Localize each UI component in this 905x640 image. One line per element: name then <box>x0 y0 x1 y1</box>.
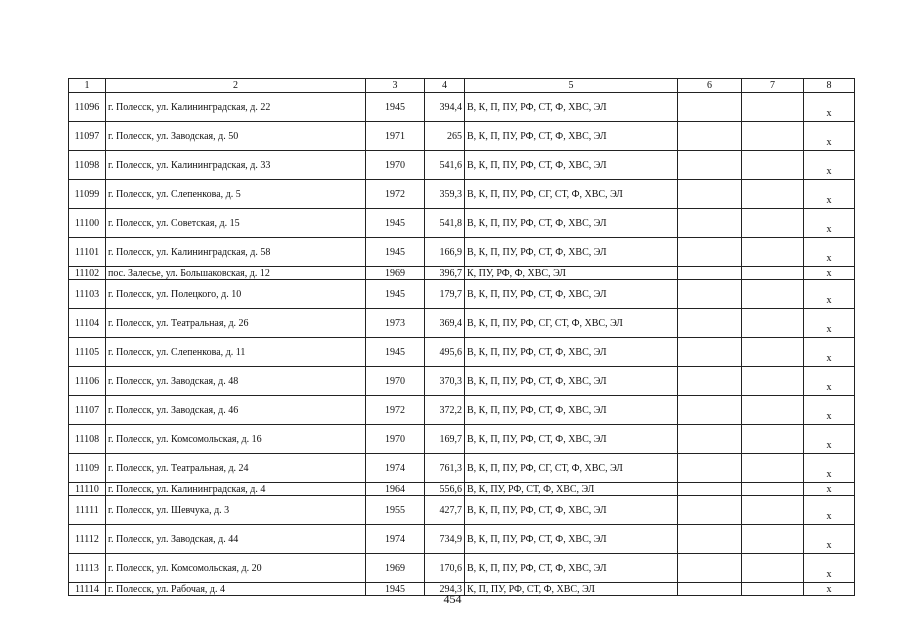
year-cell: 1972 <box>366 180 425 209</box>
address-cell: г. Полесск, ул. Заводская, д. 50 <box>106 122 366 151</box>
table-row <box>69 280 855 309</box>
utilities-cell: В, К, П, ПУ, РФ, СТ, Ф, ХВС, ЭЛ <box>465 367 678 396</box>
utilities-cell: В, К, П, ПУ, РФ, СТ, Ф, ХВС, ЭЛ <box>465 151 678 180</box>
mark-cell: х <box>804 309 855 338</box>
mark-cell: х <box>804 525 855 554</box>
col6-cell <box>678 454 742 483</box>
area-cell: 166,9 <box>425 238 465 267</box>
mark-cell: х <box>804 238 855 267</box>
address-cell: г. Полесск, ул. Рабочая, д. 4 <box>106 583 366 596</box>
col6-cell <box>678 554 742 583</box>
mark-cell: х <box>804 554 855 583</box>
mark-cell: х <box>804 583 855 596</box>
table-row <box>69 525 855 554</box>
table-row <box>69 151 855 180</box>
mark-cell: х <box>804 483 855 496</box>
table-row <box>69 367 855 396</box>
mark-cell: х <box>804 267 855 280</box>
housing-registry-table <box>68 78 855 596</box>
header-col-2: 2 <box>106 79 366 93</box>
area-cell: 294,3 <box>425 583 465 596</box>
year-cell: 1945 <box>366 338 425 367</box>
year-cell: 1955 <box>366 496 425 525</box>
col6-cell <box>678 93 742 122</box>
col6-cell <box>678 425 742 454</box>
area-cell: 265 <box>425 122 465 151</box>
utilities-cell: В, К, П, ПУ, РФ, СТ, Ф, ХВС, ЭЛ <box>465 280 678 309</box>
table-row <box>69 338 855 367</box>
col7-cell <box>742 454 804 483</box>
header-col-7: 7 <box>742 79 804 93</box>
year-cell: 1945 <box>366 583 425 596</box>
utilities-cell: В, К, П, ПУ, РФ, СТ, Ф, ХВС, ЭЛ <box>465 396 678 425</box>
col6-cell <box>678 309 742 338</box>
area-cell: 495,6 <box>425 338 465 367</box>
col6-cell <box>678 267 742 280</box>
col6-cell <box>678 483 742 496</box>
col6-cell <box>678 367 742 396</box>
year-cell: 1945 <box>366 209 425 238</box>
mark-cell: х <box>804 280 855 309</box>
row-number: 11099 <box>69 180 106 209</box>
area-cell: 372,2 <box>425 396 465 425</box>
row-number: 11112 <box>69 525 106 554</box>
utilities-cell: В, К, П, ПУ, РФ, СТ, Ф, ХВС, ЭЛ <box>465 496 678 525</box>
area-cell: 541,8 <box>425 209 465 238</box>
col7-cell <box>742 122 804 151</box>
table-row <box>69 309 855 338</box>
area-cell: 179,7 <box>425 280 465 309</box>
table-row <box>69 122 855 151</box>
utilities-cell: В, К, П, ПУ, РФ, СТ, Ф, ХВС, ЭЛ <box>465 425 678 454</box>
area-cell: 369,4 <box>425 309 465 338</box>
address-cell: г. Полесск, ул. Комсомольская, д. 20 <box>106 554 366 583</box>
year-cell: 1972 <box>366 396 425 425</box>
table-body <box>69 93 855 596</box>
year-cell: 1970 <box>366 151 425 180</box>
utilities-cell: К, ПУ, РФ, Ф, ХВС, ЭЛ <box>465 267 678 280</box>
row-number: 11113 <box>69 554 106 583</box>
col6-cell <box>678 209 742 238</box>
mark-cell: х <box>804 122 855 151</box>
col6-cell <box>678 338 742 367</box>
utilities-cell: В, К, П, ПУ, РФ, СТ, Ф, ХВС, ЭЛ <box>465 525 678 554</box>
table-row <box>69 238 855 267</box>
header-col-5: 5 <box>465 79 678 93</box>
row-number: 11114 <box>69 583 106 596</box>
utilities-cell: В, К, ПУ, РФ, СТ, Ф, ХВС, ЭЛ <box>465 483 678 496</box>
table-row <box>69 496 855 525</box>
mark-cell: х <box>804 367 855 396</box>
col6-cell <box>678 122 742 151</box>
year-cell: 1974 <box>366 525 425 554</box>
table-row <box>69 483 855 496</box>
row-number: 11102 <box>69 267 106 280</box>
table-row <box>69 267 855 280</box>
col7-cell <box>742 151 804 180</box>
address-cell: г. Полесск, ул. Калининградская, д. 33 <box>106 151 366 180</box>
address-cell: г. Полесск, ул. Слепенкова, д. 5 <box>106 180 366 209</box>
row-number: 11109 <box>69 454 106 483</box>
col7-cell <box>742 338 804 367</box>
row-number: 11096 <box>69 93 106 122</box>
year-cell: 1969 <box>366 267 425 280</box>
utilities-cell: В, К, П, ПУ, РФ, СТ, Ф, ХВС, ЭЛ <box>465 554 678 583</box>
col7-cell <box>742 309 804 338</box>
utilities-cell: К, П, ПУ, РФ, СТ, Ф, ХВС, ЭЛ <box>465 583 678 596</box>
row-number: 11104 <box>69 309 106 338</box>
utilities-cell: В, К, П, ПУ, РФ, СГ, СТ, Ф, ХВС, ЭЛ <box>465 454 678 483</box>
address-cell: г. Полесск, ул. Заводская, д. 46 <box>106 396 366 425</box>
col7-cell <box>742 209 804 238</box>
col7-cell <box>742 396 804 425</box>
utilities-cell: В, К, П, ПУ, РФ, СТ, Ф, ХВС, ЭЛ <box>465 338 678 367</box>
row-number: 11103 <box>69 280 106 309</box>
col7-cell <box>742 367 804 396</box>
address-cell: г. Полесск, ул. Советская, д. 15 <box>106 209 366 238</box>
row-number: 11107 <box>69 396 106 425</box>
col6-cell <box>678 496 742 525</box>
mark-cell: х <box>804 209 855 238</box>
address-cell: г. Полесск, ул. Калининградская, д. 22 <box>106 93 366 122</box>
row-number: 11097 <box>69 122 106 151</box>
year-cell: 1971 <box>366 122 425 151</box>
mark-cell: х <box>804 180 855 209</box>
row-number: 11105 <box>69 338 106 367</box>
area-cell: 396,7 <box>425 267 465 280</box>
year-cell: 1945 <box>366 93 425 122</box>
col7-cell <box>742 93 804 122</box>
col7-cell <box>742 554 804 583</box>
area-cell: 170,6 <box>425 554 465 583</box>
row-number: 11111 <box>69 496 106 525</box>
header-row <box>69 79 855 93</box>
table-header <box>69 79 855 93</box>
col6-cell <box>678 280 742 309</box>
address-cell: г. Полесск, ул. Полецкого, д. 10 <box>106 280 366 309</box>
row-number: 11110 <box>69 483 106 496</box>
area-cell: 427,7 <box>425 496 465 525</box>
table-row <box>69 396 855 425</box>
col6-cell <box>678 180 742 209</box>
utilities-cell: В, К, П, ПУ, РФ, СТ, Ф, ХВС, ЭЛ <box>465 209 678 238</box>
year-cell: 1974 <box>366 454 425 483</box>
mark-cell: х <box>804 425 855 454</box>
mark-cell: х <box>804 151 855 180</box>
address-cell: г. Полесск, ул. Калининградская, д. 58 <box>106 238 366 267</box>
utilities-cell: В, К, П, ПУ, РФ, СГ, СТ, Ф, ХВС, ЭЛ <box>465 309 678 338</box>
table-row <box>69 425 855 454</box>
col6-cell <box>678 238 742 267</box>
address-cell: г. Полесск, ул. Шевчука, д. 3 <box>106 496 366 525</box>
address-cell: г. Полесск, ул. Комсомольская, д. 16 <box>106 425 366 454</box>
year-cell: 1970 <box>366 367 425 396</box>
address-cell: пос. Залесье, ул. Большаковская, д. 12 <box>106 267 366 280</box>
utilities-cell: В, К, П, ПУ, РФ, СТ, Ф, ХВС, ЭЛ <box>465 122 678 151</box>
header-col-1: 1 <box>69 79 106 93</box>
col7-cell <box>742 180 804 209</box>
page-number: 454 <box>443 592 462 606</box>
address-cell: г. Полесск, ул. Слепенкова, д. 11 <box>106 338 366 367</box>
col7-cell <box>742 525 804 554</box>
col7-cell <box>742 280 804 309</box>
year-cell: 1945 <box>366 238 425 267</box>
col7-cell <box>742 425 804 454</box>
area-cell: 541,6 <box>425 151 465 180</box>
mark-cell: х <box>804 454 855 483</box>
row-number: 11101 <box>69 238 106 267</box>
address-cell: г. Полесск, ул. Заводская, д. 48 <box>106 367 366 396</box>
header-col-8: 8 <box>804 79 855 93</box>
table-row <box>69 554 855 583</box>
header-col-3: 3 <box>366 79 425 93</box>
row-number: 11108 <box>69 425 106 454</box>
header-col-4: 4 <box>425 79 465 93</box>
table-row <box>69 93 855 122</box>
mark-cell: х <box>804 93 855 122</box>
address-cell: г. Полесск, ул. Калининградская, д. 4 <box>106 483 366 496</box>
year-cell: 1973 <box>366 309 425 338</box>
year-cell: 1945 <box>366 280 425 309</box>
table-row <box>69 180 855 209</box>
mark-cell: х <box>804 338 855 367</box>
area-cell: 556,6 <box>425 483 465 496</box>
row-number: 11106 <box>69 367 106 396</box>
col7-cell <box>742 483 804 496</box>
area-cell: 169,7 <box>425 425 465 454</box>
area-cell: 734,9 <box>425 525 465 554</box>
year-cell: 1970 <box>366 425 425 454</box>
year-cell: 1964 <box>366 483 425 496</box>
year-cell: 1969 <box>366 554 425 583</box>
col7-cell <box>742 238 804 267</box>
table-row <box>69 209 855 238</box>
utilities-cell: В, К, П, ПУ, РФ, СГ, СТ, Ф, ХВС, ЭЛ <box>465 180 678 209</box>
header-col-6: 6 <box>678 79 742 93</box>
address-cell: г. Полесск, ул. Заводская, д. 44 <box>106 525 366 554</box>
row-number: 11098 <box>69 151 106 180</box>
address-cell: г. Полесск, ул. Театральная, д. 24 <box>106 454 366 483</box>
col6-cell <box>678 396 742 425</box>
row-number: 11100 <box>69 209 106 238</box>
area-cell: 359,3 <box>425 180 465 209</box>
mark-cell: х <box>804 496 855 525</box>
utilities-cell: В, К, П, ПУ, РФ, СТ, Ф, ХВС, ЭЛ <box>465 93 678 122</box>
address-cell: г. Полесск, ул. Театральная, д. 26 <box>106 309 366 338</box>
col6-cell <box>678 151 742 180</box>
col7-cell <box>742 267 804 280</box>
col7-cell <box>742 496 804 525</box>
area-cell: 394,4 <box>425 93 465 122</box>
col6-cell <box>678 525 742 554</box>
area-cell: 761,3 <box>425 454 465 483</box>
table-row <box>69 454 855 483</box>
utilities-cell: В, К, П, ПУ, РФ, СТ, Ф, ХВС, ЭЛ <box>465 238 678 267</box>
mark-cell: х <box>804 396 855 425</box>
area-cell: 370,3 <box>425 367 465 396</box>
